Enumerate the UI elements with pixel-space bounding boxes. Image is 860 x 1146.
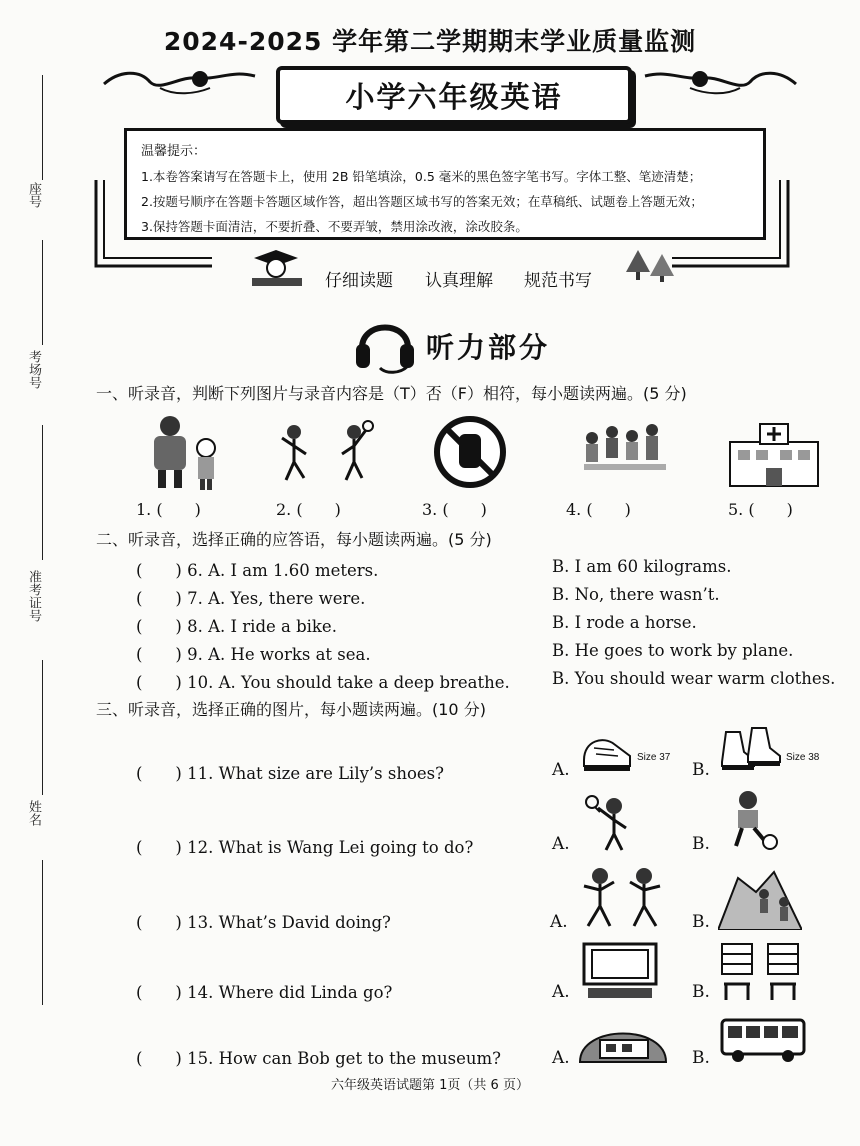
answer-slot-4[interactable]: 4. ( ): [566, 500, 631, 519]
question-9-option-b: B. He goes to work by plane.: [552, 641, 794, 660]
headphones-icon: [350, 306, 420, 376]
binding-line: [42, 660, 43, 795]
binding-line: [42, 240, 43, 345]
question-14[interactable]: ( ) 14. Where did Linda go?: [136, 983, 393, 1002]
exam-notice: [124, 128, 766, 240]
question-11[interactable]: ( ) 11. What size are Lily’s shoes?: [136, 764, 444, 783]
binding-line: [42, 425, 43, 560]
notice-line: 3.保持答题卡面清洁，不要折叠、不要弄皱，禁用涂改液，涂改胶条。: [141, 219, 528, 234]
sneaker-icon: [580, 730, 634, 774]
boy-playing-football-icon: [720, 788, 780, 852]
question-11-option-a[interactable]: A.: [552, 760, 570, 780]
people-climbing-mountain-icon: [718, 868, 802, 930]
bus-icon: [718, 1016, 808, 1064]
question-7[interactable]: ( ) 7. A. Yes, there were.: [136, 589, 366, 608]
page-title: 2024-2025 学年第二学期期末学业质量监测: [163, 27, 697, 56]
library-bookshelves-icon: [718, 940, 802, 1002]
question-11-option-b[interactable]: B.: [692, 760, 710, 780]
question-13[interactable]: ( ) 13. What’s David doing?: [136, 913, 391, 932]
question-15-option-b[interactable]: B.: [692, 1048, 710, 1068]
answer-slot-1[interactable]: 1. ( ): [136, 500, 201, 519]
binding-label-seat: 座号: [26, 182, 41, 208]
answer-slot-2[interactable]: 2. ( ): [276, 500, 341, 519]
boy-playing-badminton-icon: [580, 794, 636, 852]
question-7-option-b: B. No, there wasn’t.: [552, 585, 720, 604]
section3-heading: 三、听录音，选择正确的图片，每小题读两遍。(10 分): [96, 700, 486, 719]
trees-icon: [620, 248, 680, 284]
binding-label-exam-id: 准考证号: [26, 570, 41, 622]
question-6[interactable]: ( ) 6. A. I am 1.60 meters.: [136, 561, 379, 580]
right-flourish-icon: [640, 66, 800, 96]
section2-heading: 二、听录音，选择正确的应答语，每小题读两遍。(5 分): [96, 530, 492, 549]
left-flourish-icon: [100, 66, 260, 96]
answer-slot-3[interactable]: 3. ( ): [422, 500, 487, 519]
binding-label-name: 姓名: [26, 800, 41, 826]
picture-hospital-building: [726, 420, 822, 490]
question-12[interactable]: ( ) 12. What is Wang Lei going to do?: [136, 838, 474, 857]
question-8[interactable]: ( ) 8. A. I ride a bike.: [136, 617, 337, 636]
section1-heading: 一、听录音，判断下列图片与录音内容是（T）否（F）相符，每小题读两遍。(5 分): [96, 384, 687, 403]
cinema-screen-icon: [580, 940, 660, 1002]
motto-write: 规范书写: [524, 271, 592, 291]
question-14-option-b[interactable]: B.: [692, 982, 710, 1002]
question-13-option-b[interactable]: B.: [692, 912, 710, 932]
question-13-option-a[interactable]: A.: [550, 912, 568, 932]
picture-group-of-people: [580, 416, 670, 480]
page-footer: 六年级英语试题第 1页（共 6 页）: [331, 1078, 529, 1093]
subject-title: [276, 66, 632, 124]
notice-line: 2.按题号顺序在答题卡答题区域作答，超出答题区域书写的答案无效；在草稿纸、试题卷上答题无效；: [141, 194, 703, 209]
notice-label: 温馨提示：: [141, 144, 207, 159]
picture-badminton-players: [276, 418, 376, 488]
answer-slot-5[interactable]: 5. ( ): [728, 500, 793, 519]
question-15[interactable]: ( ) 15. How can Bob get to the museum?: [136, 1049, 502, 1068]
question-10[interactable]: ( ) 10. A. You should take a deep breathe.: [136, 673, 510, 692]
listening-section-title: 听力部分: [426, 331, 551, 364]
subway-train-icon: [576, 1014, 670, 1066]
picture-tall-and-short-kids: [146, 412, 226, 492]
high-top-shoes-icon: [718, 726, 784, 774]
question-9[interactable]: ( ) 9. A. He works at sea.: [136, 645, 371, 664]
binding-label-room: 考场号: [26, 350, 41, 389]
question-6-option-b: B. I am 60 kilograms.: [552, 557, 732, 576]
question-15-option-a[interactable]: A.: [552, 1048, 570, 1068]
no-entry-hand-icon: [432, 414, 508, 490]
size-label-b: Size 38: [786, 752, 820, 763]
student-mascot-icon: [248, 248, 306, 290]
binding-line: [42, 75, 43, 180]
question-8-option-b: B. I rode a horse.: [552, 613, 697, 632]
notice-line: 1.本卷答案请写在答题卡上，使用 2B 铅笔填涂，0.5 毫米的黑色签字笔书写。字体工整、笔迹清楚；: [141, 169, 702, 184]
kids-doing-kung-fu-icon: [578, 864, 668, 930]
motto-read: 仔细读题: [325, 271, 393, 291]
subject-title-text: 小学六年级英语: [345, 79, 563, 114]
size-label-a: Size 37: [637, 752, 671, 763]
question-14-option-a[interactable]: A.: [552, 982, 570, 1002]
question-12-option-b[interactable]: B.: [692, 834, 710, 854]
question-10-option-b: B. You should wear warm clothes.: [552, 669, 836, 688]
motto-understand: 认真理解: [425, 271, 493, 291]
question-12-option-a[interactable]: A.: [552, 834, 570, 854]
binding-line: [42, 860, 43, 1005]
